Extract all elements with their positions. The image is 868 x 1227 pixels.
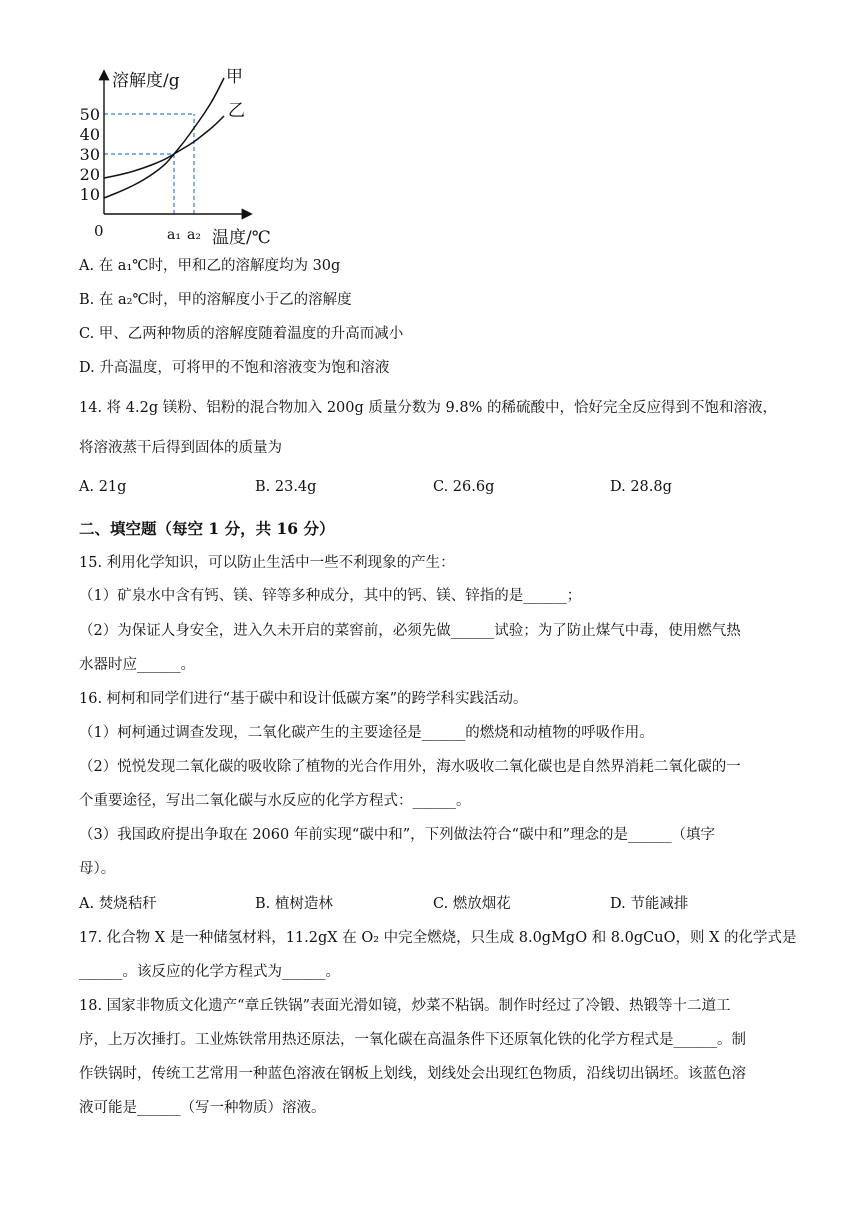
q16-option-d: D. 节能减排 [610, 896, 689, 912]
q13-option-d: D. 升高温度，可将甲的不饱和溶液变为饱和溶液 [79, 360, 390, 376]
y-tick-label: 10 [79, 185, 100, 204]
q14-option-b: B. 23.4g [255, 479, 317, 495]
section-2-title: 二、填空题（每空 1 分，共 16 分） [79, 519, 335, 538]
q18-line4: 液可能是______（写一种物质）溶液。 [79, 1100, 326, 1116]
y-tick-label: 20 [79, 165, 100, 184]
q17-stem-line1: 17. 化合物 X 是一种储氢材料，11.2gX 在 O₂ 中完全燃烧，只生成 8.0gMgO 和 8.0gCuO，则 X 的化学式是 [79, 930, 797, 946]
q16-part2-line2: 个重要途径，写出二氧化碳与水反应的化学方程式：______。 [79, 793, 471, 809]
q14-option-d: D. 28.8g [610, 479, 672, 495]
q18-line3: 作铁锅时，传统工艺常用一种蓝色溶液在钢板上划线，划线处会出现红色物质，沿线切出锅坯。该蓝色溶 [79, 1066, 746, 1082]
x-axis-label: 温度/℃ [212, 228, 271, 248]
q15-part2-line2: 水器时应______。 [79, 657, 195, 673]
q16-part1: （1）柯柯通过调查发现，二氧化碳产生的主要途径是______的燃烧和动植物的呼吸作用。 [79, 725, 654, 741]
series-label: 乙 [228, 101, 245, 121]
series-curve-yi [104, 116, 224, 178]
q15-part1: （1）矿泉水中含有钙、镁、锌等多种成分，其中的钙、镁、锌指的是______； [79, 588, 582, 604]
q16-stem: 16. 柯柯和同学们进行“基于碳中和设计低碳方案”的跨学科实践活动。 [79, 691, 528, 707]
x-tick-label: a₁ [167, 227, 181, 243]
solubility-chart [72, 62, 287, 252]
y-tick-label: 30 [79, 145, 100, 164]
q15-part2-line1: （2）为保证人身安全，进入久未开启的菜窖前，必须先做______试验；为了防止煤气中毒，使用燃气热 [79, 623, 741, 639]
q13-option-c: C. 甲、乙两种物质的溶解度随着温度的升高而减小 [79, 326, 404, 342]
y-tick-label: 40 [79, 125, 100, 144]
q16-part3-line1: （3）我国政府提出争取在 2060 年前实现“碳中和”，下列做法符合“碳中和”理念的是______（填字 [79, 827, 715, 843]
q14-option-a: A. 21g [79, 479, 127, 495]
q14-stem-line1: 14. 将 4.2g 镁粉、铝粉的混合物加入 200g 质量分数为 9.8% 的稀硫酸中，恰好完全反应得到不饱和溶液， [79, 400, 777, 416]
y-axis-label: 溶解度/g [112, 71, 180, 91]
q15-stem: 15. 利用化学知识，可以防止生活中一些不利现象的产生： [79, 555, 455, 571]
q13-option-a: A. 在 a₁℃时，甲和乙的溶解度均为 30g [79, 258, 341, 274]
q16-part3-line2: 母）。 [79, 861, 116, 877]
q14-option-c: C. 26.6g [433, 479, 495, 495]
q14-stem-line2: 将溶液蒸干后得到固体的质量为 [79, 440, 282, 456]
y-tick-label: 50 [79, 105, 100, 124]
q18-line1: 18. 国家非物质文化遗产“章丘铁锅”表面光滑如镜，炒菜不粘锅。制作时经过了冷锻、热锻等十二道工 [79, 998, 731, 1014]
q16-option-b: B. 植树造林 [255, 896, 333, 912]
q16-option-a: A. 焚烧秸秆 [79, 896, 157, 912]
q16-part2-line1: （2）悦悦发现二氧化碳的吸收除了植物的光合作用外，海水吸收二氧化碳也是自然界消耗二氧化碳的一 [79, 759, 741, 775]
q13-option-b: B. 在 a₂℃时，甲的溶解度小于乙的溶解度 [79, 292, 352, 308]
q16-option-c: C. 燃放烟花 [433, 896, 511, 912]
q17-stem-line2: ______。该反应的化学方程式为______。 [79, 964, 340, 980]
series-curve-jia [104, 78, 224, 198]
x-tick-label: a₂ [187, 227, 201, 243]
q18-line2: 序，上万次捶打。工业炼铁常用热还原法，一氧化碳在高温条件下还原氧化铁的化学方程式是______。制 [79, 1032, 746, 1048]
origin-label: 0 [94, 222, 104, 240]
series-label: 甲 [226, 67, 243, 87]
